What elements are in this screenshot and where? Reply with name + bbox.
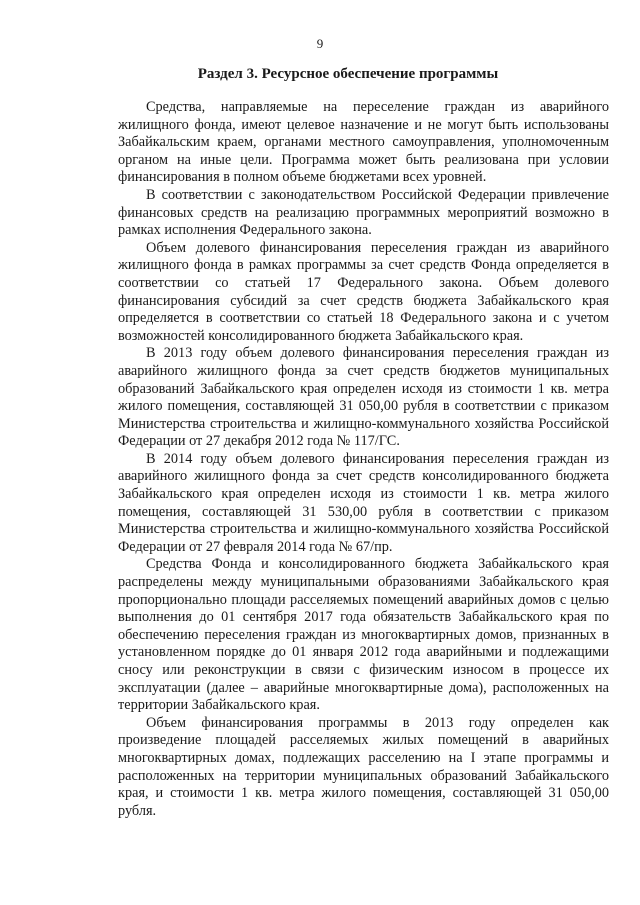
paragraph: Объем долевого финансирования переселения граждан из аварийного жилищного фонда в рамках программы за счет средств Фонда определяется в соответствии со статьей 17 Федерального закона. Объем долевого финансирования субсидий за счет средств бюджета Забайкальского края определяется в соответствии со статьей 18 Федерального закона и с учетом возможностей консолидированного бюджета Забайкальского края. [118,239,609,344]
page-number: 9 [316,36,324,51]
paragraph: Средства, направляемые на переселение граждан из аварийного жилищного фонда, имеют целевое назначение и не могут быть использованы Забайкальским краем, органами местного самоуправления, уполномоченным органом на иные цели. Программа может быть реализована при условии финансирования в полном объеме бюджетами всех уровней. [118,99,609,186]
body-text [118,99,609,820]
paragraph: Объем финансирования программы в 2013 году определен как произведение площадей расселяемых жилых помещений в аварийных многоквартирных домах, подлежащих расселению на I этапе программы и расположенных на территории муниципальных образований Забайкальского края, и стоимости 1 кв. метра жилого помещения, составляющей 31 050,00 рубля. [118,714,609,819]
paragraph: В соответствии с законодательством Российской Федерации привлечение финансовых средств на реализацию программных мероприятий возможно в рамках исполнения Федерального закона. [118,186,609,239]
paragraph: В 2014 году объем долевого финансирования переселения граждан из аварийного жилищного фонда за счет средств консолидированного бюджета Забайкальского края определен исходя из стоимости 1 кв. метра жилого помещения, составляющей 31 530,00 рубля в соответствии с приказом Министерства строительства и жилищно-коммунального хозяйства Российской Федерации от 27 февраля 2014 года № 67/пр. [118,450,609,555]
paragraph: В 2013 году объем долевого финансирования переселения граждан из аварийного жилищного фонда за счет средств бюджетов муниципальных образований Забайкальского края определен исходя из стоимости 1 кв. метра жилого помещения, составляющей 31 050,00 рубля в соответствии с приказом Министерства строительства и жилищно-коммунального хозяйства Российской Федерации от 27 декабря 2012 года № 117/ГС. [118,345,609,450]
paragraph: Средства Фонда и консолидированного бюджета Забайкальского края распределены между муниципальными образованиями Забайкальского края пропорционально площади расселяемых помещений аварийных домов с целью выполнения до 01 сентября 2017 года обязательств Забайкальского края по обеспечению переселения граждан из многоквартирных домов, признанных в установленном порядке до 01 января 2012 года аварийными и подлежащими сносу или реконструкции в связи с физическим износом в процессе их эксплуатации (далее – аварийные многоквартирные дома), расположенных на территории Забайкальского края. [118,556,609,714]
section-title: Раздел 3. Ресурсное обеспечение программы [197,66,499,82]
